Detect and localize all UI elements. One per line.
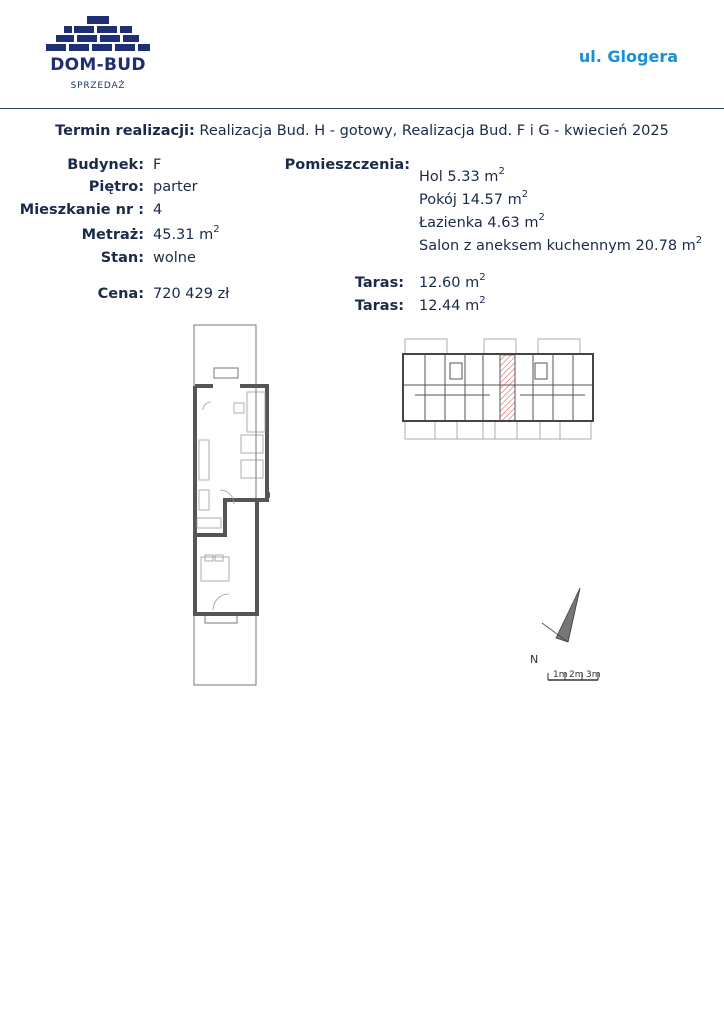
building-label: Budynek:	[67, 157, 144, 173]
price-value: 720 429 zł	[153, 286, 230, 302]
floor-label: Piętro:	[88, 179, 144, 195]
apartment-value: 4	[153, 202, 163, 218]
scale-2m: 2m	[569, 670, 584, 680]
room-pokoj: Pokój 14.57 $m^2$	[419, 189, 529, 208]
rooms-label: Pomieszczenia:	[284, 157, 410, 173]
brand-subtitle: SPRZEDAŻ	[70, 81, 126, 91]
building-value: F	[153, 157, 162, 173]
building-key-plan	[395, 335, 600, 445]
terrace-1-label: Taras:	[354, 275, 404, 291]
street-name: ul. Glogera	[578, 47, 678, 66]
scale-1m: 1m	[553, 670, 568, 680]
header-divider	[0, 108, 724, 109]
compass-north-arrow	[520, 585, 610, 685]
apartment-label: Mieszkanie nr :	[19, 202, 144, 218]
floor-value: parter	[153, 179, 198, 195]
apartment-floor-plan	[185, 320, 285, 692]
price-label: Cena:	[97, 286, 144, 302]
room-hol: Hol 5.33 $m^2$	[419, 166, 505, 185]
term-label: Termin realizacji:	[55, 123, 195, 139]
status-value: wolne	[153, 250, 196, 266]
terrace-1-value: 12.60 $m^2$	[419, 272, 486, 291]
room-lazienka: Łazienka 4.63 $m^2$	[419, 212, 545, 231]
status-label: Stan:	[100, 250, 144, 266]
term-value: Realizacja Bud. H - gotowy, Realizacja Bud. F i G - kwiecień 2025	[199, 123, 669, 139]
room-salon: Salon z aneksem kuchennym 20.78 $m^2$	[419, 235, 703, 254]
area-label: Metraż:	[81, 227, 144, 243]
terrace-2-label: Taras:	[354, 298, 404, 314]
north-label: N	[530, 653, 539, 666]
scale-3m: 3m	[586, 670, 601, 680]
completion-term	[0, 123, 724, 139]
brand-name: DOM-BUD	[50, 55, 146, 75]
terrace-2-value: 12.44 $m^2$	[419, 295, 486, 314]
area-value: 45.31 $m^2$	[153, 224, 220, 243]
